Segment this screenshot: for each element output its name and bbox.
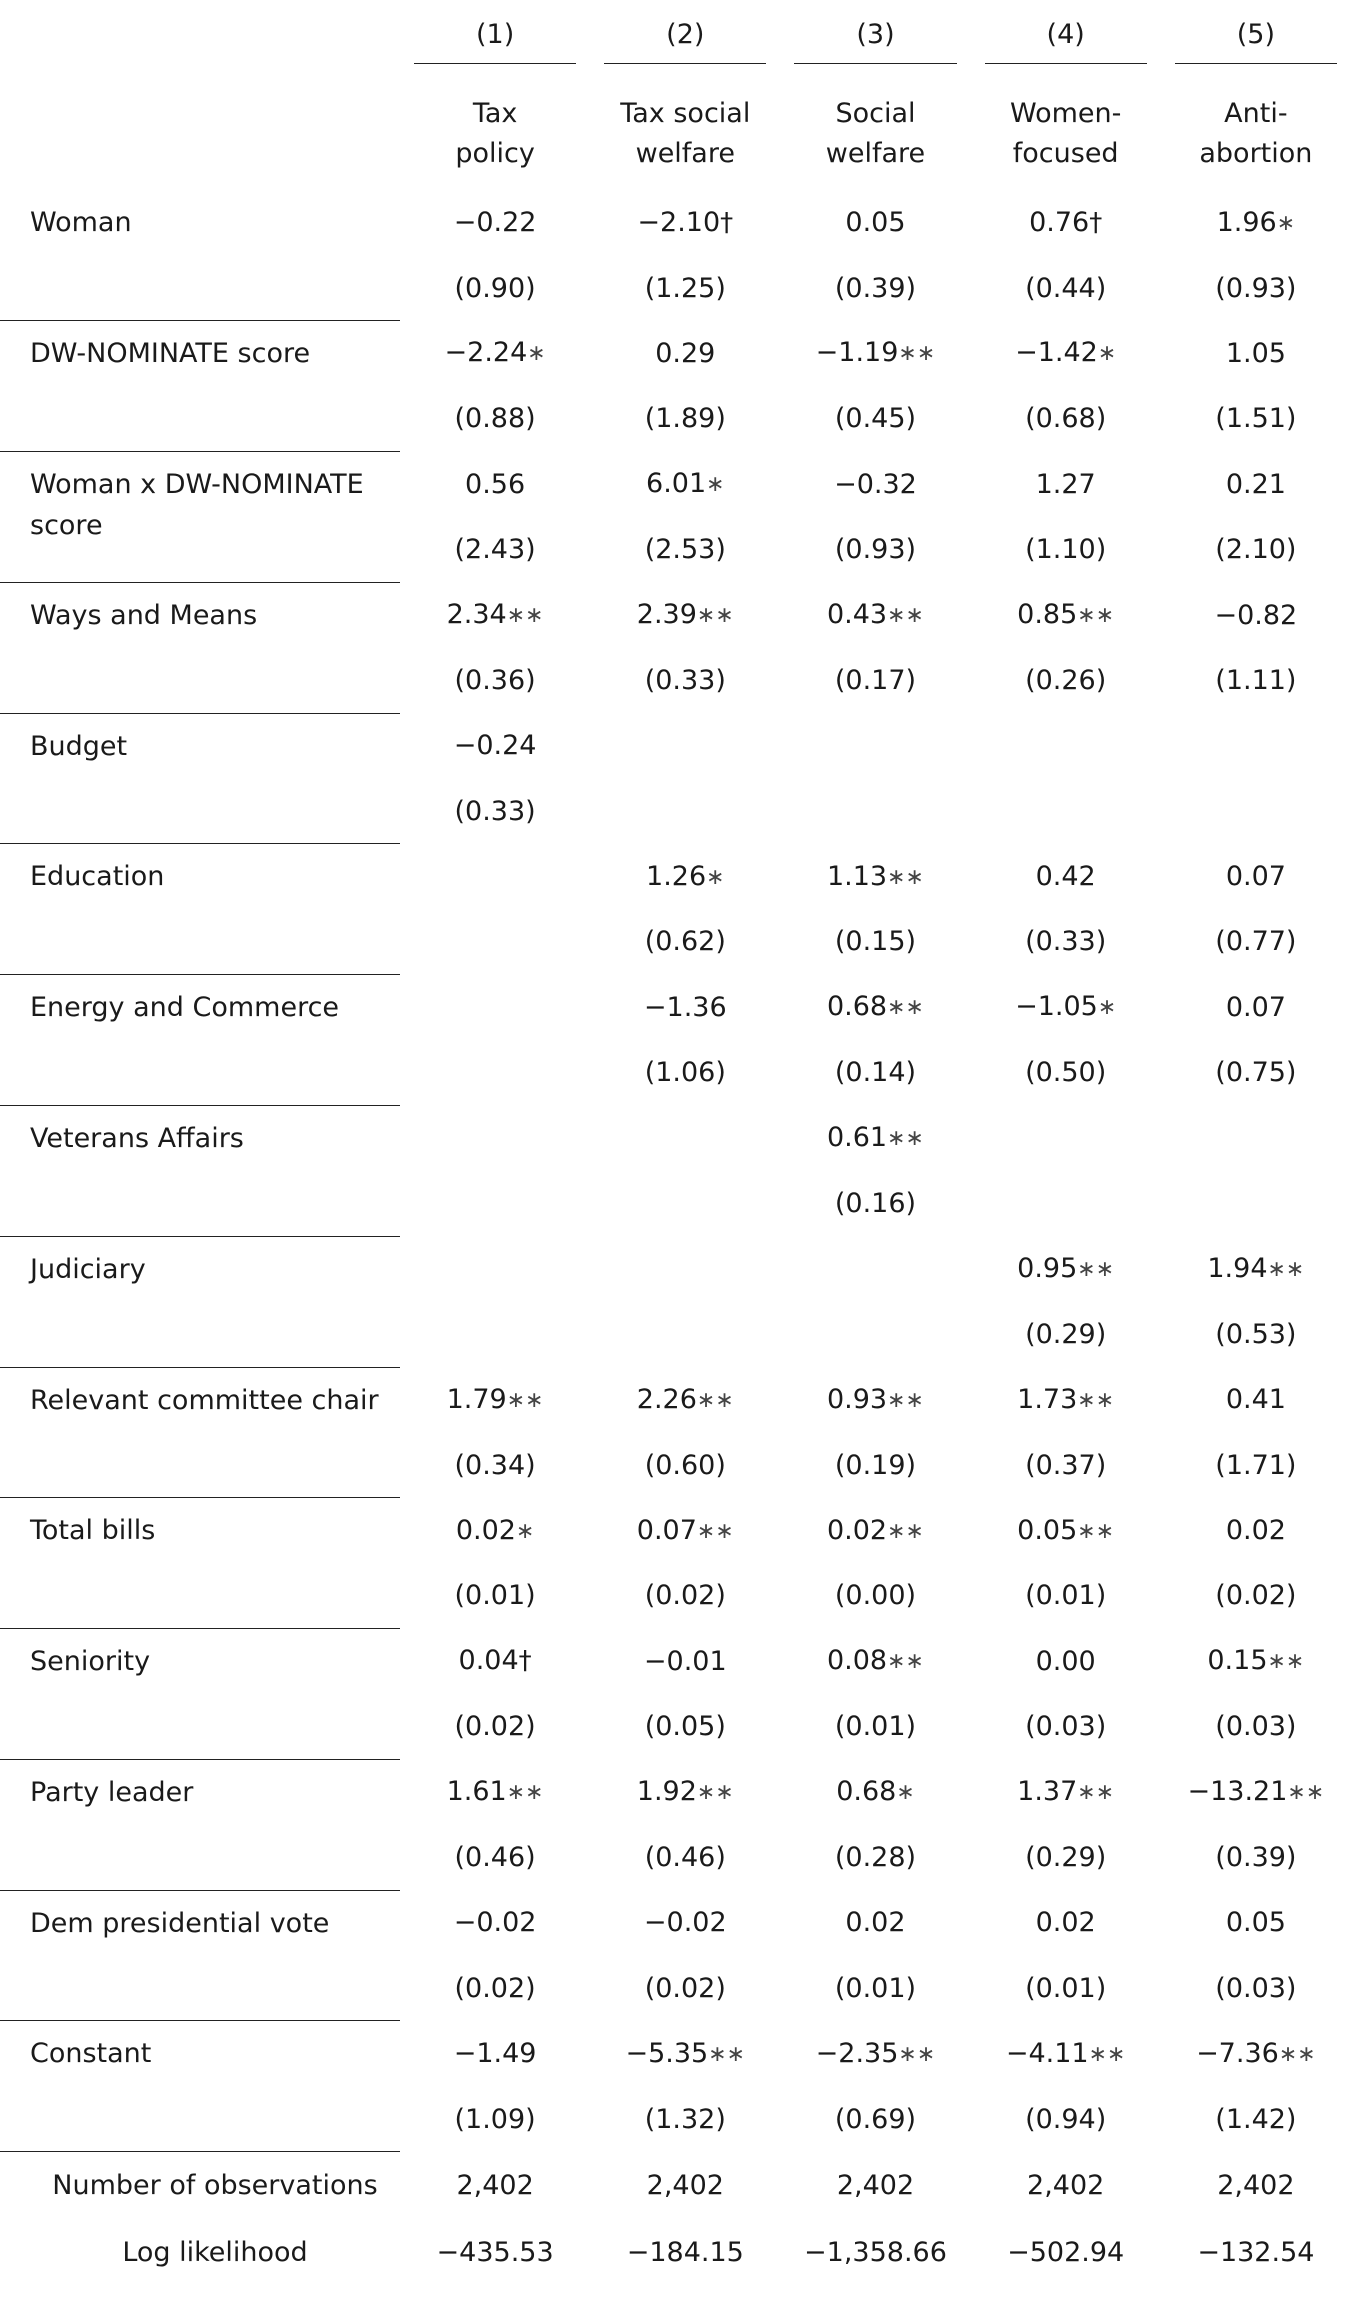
coefficient-cell: 0.02: [1225, 1515, 1286, 1546]
standard-error-cell: (0.01): [834, 1711, 917, 1743]
coefficient-cell: 0.07∗∗: [636, 1514, 734, 1546]
coefficient-cell: 0.02∗: [455, 1514, 535, 1546]
coefficient-cell: [400, 1236, 590, 1301]
variable-label: Woman x DW-NOMINATE score: [0, 452, 400, 583]
standard-error-cell: (0.90): [454, 272, 536, 304]
coefficient-cell: 1.27: [1035, 468, 1096, 500]
table-body: [0, 190, 1351, 2286]
column-number-cell: [971, 0, 1161, 78]
standard-error-cell: [780, 779, 970, 844]
column-number: (4): [985, 14, 1147, 64]
coefficient-cell: 0.05∗∗: [1017, 1514, 1115, 1546]
standard-error-cell: (0.01): [834, 1972, 917, 2004]
coefficient-cell: −0.02: [643, 1907, 727, 1939]
dependent-variable-line: welfare: [635, 138, 735, 169]
standard-error-cell: (0.75): [1215, 1057, 1297, 1089]
dependent-variable-line: Social: [835, 98, 916, 129]
variable-label: Ways and Means: [0, 582, 400, 713]
coefficient-cell: 6.01∗: [646, 468, 725, 500]
standard-error-cell: (0.03): [1215, 1711, 1297, 1743]
coefficient-cell: −2.10†: [637, 206, 734, 238]
dependent-variable-label: [971, 78, 1161, 190]
dependent-variable-line: abortion: [1199, 138, 1313, 169]
table-row: [0, 321, 1351, 386]
standard-error-cell: (1.32): [644, 2103, 726, 2135]
variable-label: Seniority: [0, 1629, 400, 1760]
coefficient-cell: [971, 713, 1161, 778]
statistic-value: −435.53: [436, 2236, 554, 2268]
dependent-variable-line: welfare: [825, 138, 926, 169]
coefficient-cell: 1.61∗∗: [446, 1776, 544, 1808]
standard-error-cell: (0.01): [1025, 1972, 1107, 2004]
coefficient-cell: 1.96∗: [1216, 206, 1296, 238]
variable-label: Dem presidential vote: [0, 1890, 400, 2021]
statistic-label: Number of observations: [52, 2169, 378, 2201]
standard-error-cell: (0.37): [1025, 1449, 1107, 1481]
coefficient-cell: −1.42∗: [1015, 337, 1117, 369]
standard-error-cell: (0.39): [834, 272, 917, 304]
table-row: [0, 844, 1351, 909]
standard-error-cell: (0.16): [834, 1188, 917, 1220]
coefficient-cell: [590, 1236, 780, 1301]
coefficient-cell: [971, 1105, 1161, 1170]
table-row: [0, 1498, 1351, 1563]
column-number: (1): [414, 14, 576, 64]
coefficient-cell: 0.05: [845, 207, 906, 239]
standard-error-cell: (0.62): [644, 926, 726, 958]
coefficient-cell: [590, 713, 780, 778]
standard-error-cell: (0.44): [1025, 272, 1107, 304]
coefficient-cell: 1.73∗∗: [1017, 1383, 1115, 1415]
statistic-value: −132.54: [1197, 2236, 1315, 2268]
standard-error-cell: (0.29): [1025, 1318, 1107, 1350]
coefficient-cell: −0.82: [1214, 599, 1298, 631]
dependent-variable-line: Anti-: [1224, 98, 1288, 129]
column-number-cell: [400, 0, 590, 78]
coefficient-cell: 0.29: [655, 337, 716, 369]
table-row: [0, 2219, 1351, 2286]
standard-error-cell: (0.93): [834, 534, 917, 566]
table-row: [0, 1890, 1351, 1955]
standard-error-cell: (1.89): [644, 403, 726, 435]
table-row: [0, 713, 1351, 778]
standard-error-cell: [590, 779, 780, 844]
standard-error-cell: (0.45): [834, 403, 917, 435]
statistic-label: Log likelihood: [122, 2236, 308, 2268]
coefficient-cell: 0.76†: [1029, 206, 1103, 238]
coefficient-cell: 2.34∗∗: [446, 599, 544, 631]
table-row: [0, 452, 1351, 517]
standard-error-cell: (0.19): [834, 1449, 917, 1481]
standard-error-cell: (0.33): [644, 664, 726, 696]
standard-error-cell: (0.01): [1025, 1580, 1107, 1612]
standard-error-cell: (0.34): [454, 1449, 536, 1481]
variable-label: Woman: [0, 190, 400, 321]
standard-error-cell: (0.26): [1025, 664, 1107, 696]
standard-error-cell: [971, 779, 1161, 844]
standard-error-cell: [1161, 1171, 1351, 1236]
standard-error-cell: (0.02): [454, 1972, 536, 2004]
coefficient-cell: [780, 1236, 970, 1301]
standard-error-cell: (0.00): [834, 1580, 917, 1612]
statistic-value: 2,402: [836, 2169, 915, 2201]
standard-error-cell: [400, 1302, 590, 1367]
coefficient-cell: −0.22: [453, 207, 537, 239]
dependent-variable-line: Tax social: [620, 98, 751, 129]
dependent-variable-row: [0, 78, 1351, 190]
statistic-value: −1,358.66: [804, 2236, 947, 2268]
coefficient-cell: 0.07: [1225, 991, 1286, 1023]
coefficient-cell: [400, 1105, 590, 1170]
coefficient-cell: 2.39∗∗: [636, 599, 734, 631]
coefficient-cell: 0.42: [1035, 861, 1096, 893]
standard-error-cell: (0.50): [1025, 1057, 1107, 1089]
standard-error-cell: [971, 1171, 1161, 1236]
variable-label: Party leader: [0, 1759, 400, 1890]
standard-error-cell: (0.60): [644, 1449, 726, 1481]
standard-error-cell: (0.69): [834, 2103, 917, 2135]
dependent-variable-label: [1161, 78, 1351, 190]
statistic-value: 2,402: [1027, 2169, 1105, 2201]
table-row: [0, 1759, 1351, 1824]
variable-label: Total bills: [0, 1498, 400, 1629]
standard-error-cell: [590, 1171, 780, 1236]
coefficient-cell: 0.43∗∗: [826, 599, 924, 631]
table-row: [0, 2021, 1351, 2086]
coefficient-cell: 1.26∗: [646, 860, 725, 892]
standard-error-cell: (0.02): [454, 1711, 536, 1743]
coefficient-cell: [780, 713, 970, 778]
standard-error-cell: (0.33): [454, 795, 536, 827]
coefficient-cell: 0.61∗∗: [826, 1122, 924, 1154]
coefficient-cell: 1.79∗∗: [446, 1383, 544, 1415]
coefficient-cell: −2.24∗: [444, 337, 546, 369]
standard-error-cell: (0.36): [454, 664, 536, 696]
standard-error-cell: (0.02): [1215, 1580, 1297, 1612]
column-number: (2): [604, 14, 766, 64]
standard-error-cell: (0.14): [834, 1057, 917, 1089]
coefficient-cell: −2.35∗∗: [815, 2037, 936, 2069]
standard-error-cell: (0.05): [644, 1711, 726, 1743]
standard-error-cell: (0.15): [834, 926, 917, 958]
coefficient-cell: 1.05: [1225, 337, 1286, 369]
dependent-variable-label: [590, 78, 780, 190]
coefficient-cell: 0.02: [1035, 1907, 1096, 1939]
standard-error-cell: (0.94): [1025, 2103, 1107, 2135]
coefficient-cell: 0.02∗∗: [826, 1514, 924, 1546]
coefficient-cell: −13.21∗∗: [1187, 1776, 1325, 1808]
coefficient-cell: 1.92∗∗: [636, 1776, 734, 1808]
header-stub-blank: [0, 78, 400, 190]
column-number-cell: [780, 0, 970, 78]
standard-error-cell: (1.25): [644, 272, 726, 304]
coefficient-cell: −4.11∗∗: [1005, 2037, 1126, 2069]
table-row: [0, 1236, 1351, 1301]
table-header: [0, 0, 1351, 190]
coefficient-cell: 2.26∗∗: [636, 1383, 734, 1415]
coefficient-cell: 0.93∗∗: [826, 1383, 924, 1415]
standard-error-cell: (1.09): [454, 2103, 536, 2135]
variable-label: Education: [0, 844, 400, 975]
table-row: [0, 1629, 1351, 1694]
standard-error-cell: (1.06): [644, 1057, 726, 1089]
variable-label: Energy and Commerce: [0, 975, 400, 1106]
coefficient-cell: 1.37∗∗: [1017, 1776, 1115, 1808]
coefficient-cell: 1.94∗∗: [1207, 1252, 1305, 1284]
standard-error-cell: [780, 1302, 970, 1367]
standard-error-cell: (0.39): [1215, 1841, 1297, 1873]
table-row: [0, 2152, 1351, 2219]
statistic-value: −502.94: [1007, 2236, 1125, 2268]
coefficient-cell: 0.08∗∗: [826, 1645, 924, 1677]
standard-error-cell: (1.42): [1215, 2103, 1297, 2135]
coefficient-cell: 0.15∗∗: [1207, 1645, 1305, 1677]
coefficient-cell: −1.05∗: [1015, 991, 1117, 1023]
standard-error-cell: (1.71): [1215, 1449, 1297, 1481]
standard-error-cell: [1161, 779, 1351, 844]
standard-error-cell: (0.68): [1025, 403, 1107, 435]
standard-error-cell: (1.51): [1215, 403, 1297, 435]
table-row: [0, 582, 1351, 647]
standard-error-cell: (0.03): [1215, 1972, 1297, 2004]
coefficient-cell: −0.01: [643, 1645, 727, 1677]
variable-label: Relevant committee chair: [0, 1367, 400, 1498]
coefficient-cell: −1.49: [453, 2038, 537, 2070]
standard-error-cell: [590, 1302, 780, 1367]
coefficient-cell: 0.07: [1225, 861, 1286, 893]
dependent-variable-line: Women-: [1009, 98, 1122, 129]
dependent-variable-line: focused: [1012, 138, 1119, 169]
statistic-value: 2,402: [1217, 2169, 1295, 2201]
variable-label: Judiciary: [0, 1236, 400, 1367]
coefficient-cell: 0.41: [1225, 1384, 1286, 1416]
standard-error-cell: [400, 1040, 590, 1105]
column-number: (3): [794, 14, 956, 64]
standard-error-cell: (0.77): [1215, 926, 1297, 958]
coefficient-cell: [400, 975, 590, 1040]
column-number: (5): [1175, 14, 1337, 64]
coefficient-cell: −7.36∗∗: [1196, 2037, 1316, 2069]
coefficient-cell: −1.36: [643, 991, 727, 1023]
standard-error-cell: (2.10): [1215, 534, 1297, 566]
dependent-variable-line: Tax: [472, 98, 518, 129]
standard-error-cell: (1.10): [1025, 534, 1107, 566]
coefficient-cell: 0.02: [845, 1907, 906, 1939]
table-row: [0, 975, 1351, 1040]
standard-error-cell: (0.93): [1215, 272, 1297, 304]
column-number-cell: [1161, 0, 1351, 78]
coefficient-cell: [400, 844, 590, 909]
coefficient-cell: [1161, 1105, 1351, 1170]
variable-label: Budget: [0, 713, 400, 844]
standard-error-cell: (2.43): [454, 534, 536, 566]
coefficient-cell: 0.68∗∗: [826, 991, 924, 1023]
standard-error-cell: (0.01): [454, 1580, 536, 1612]
table-row: [0, 190, 1351, 255]
standard-error-cell: (2.53): [644, 534, 726, 566]
coefficient-cell: 0.95∗∗: [1017, 1252, 1115, 1284]
dependent-variable-label: [780, 78, 970, 190]
standard-error-cell: (0.33): [1025, 926, 1107, 958]
variable-label: Veterans Affairs: [0, 1105, 400, 1236]
coefficient-cell: 0.00: [1035, 1645, 1096, 1677]
coefficient-cell: −1.19∗∗: [815, 337, 936, 369]
coefficient-cell: −0.02: [453, 1907, 537, 1939]
coefficient-cell: [1161, 713, 1351, 778]
standard-error-cell: (0.17): [834, 664, 917, 696]
coefficient-cell: 0.04†: [458, 1645, 532, 1677]
standard-error-cell: [400, 909, 590, 974]
column-number-cell: [590, 0, 780, 78]
dependent-variable-label: [400, 78, 590, 190]
standard-error-cell: (0.88): [454, 403, 536, 435]
standard-error-cell: (0.02): [644, 1972, 726, 2004]
standard-error-cell: (0.02): [644, 1580, 726, 1612]
table-row: [0, 1367, 1351, 1432]
standard-error-cell: (0.46): [454, 1841, 536, 1873]
standard-error-cell: (0.46): [644, 1841, 726, 1873]
standard-error-cell: (0.53): [1215, 1318, 1297, 1350]
statistic-value: 2,402: [646, 2169, 724, 2201]
coefficient-cell: −0.32: [834, 468, 917, 500]
variable-label: Constant: [0, 2021, 400, 2152]
coefficient-cell: 0.56: [465, 468, 526, 500]
coefficient-cell: 0.21: [1225, 468, 1286, 500]
coefficient-cell: [590, 1105, 780, 1170]
statistic-value: 2,402: [456, 2169, 534, 2201]
coefficient-cell: −0.24: [453, 730, 537, 762]
header-stub: [0, 0, 400, 78]
coefficient-cell: 0.68∗: [836, 1776, 915, 1808]
table-row: [0, 1105, 1351, 1170]
variable-label: DW-NOMINATE score: [0, 321, 400, 452]
coefficient-cell: 0.85∗∗: [1017, 599, 1115, 631]
standard-error-cell: (0.03): [1025, 1711, 1107, 1743]
coefficient-cell: 0.05: [1225, 1907, 1286, 1939]
column-number-row: [0, 0, 1351, 78]
coefficient-cell: −5.35∗∗: [625, 2037, 746, 2069]
coefficient-cell: 1.13∗∗: [826, 860, 924, 892]
standard-error-cell: (1.11): [1215, 664, 1297, 696]
dependent-variable-line: policy: [455, 138, 535, 169]
standard-error-cell: (0.28): [834, 1841, 917, 1873]
standard-error-cell: (0.29): [1025, 1841, 1107, 1873]
statistic-value: −184.15: [626, 2236, 744, 2268]
standard-error-cell: [400, 1171, 590, 1236]
